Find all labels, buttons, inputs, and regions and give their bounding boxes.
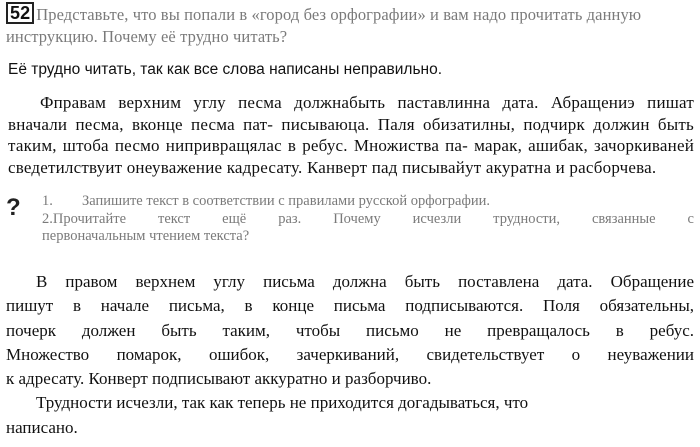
exercise-number: 52 [6, 2, 34, 24]
misspelled-instruction-text: Фправам верхним углу песма должнабыть паставлинна дата. Абращениэ пишат вначали песма, вконце песма пат- писываюца. Паля обизатилны, подчирк должин быть таким, штоба песмо нипривращялас в ребус. Множиства па- марак, ашибак, зачоркиваней сведетилствуит онеуважение кадресату. Канверт пад писывайут акуратна и расборчева. [8, 93, 694, 177]
corrected-line-3: почерк должен быть таким, чтобы письмо не превращалось в ребус. [6, 320, 694, 340]
answer-why-hard: Её трудно читать, так как все слова написаны неправильно. [8, 61, 442, 78]
question-1-text: Запишите текст в соответствии с правилами русской орфографии. [82, 193, 491, 209]
corrected-line-7: написано. [6, 417, 78, 437]
question-2-line1: 2.Прочитайте текст ещё раз. Почему исчезли трудности, связанные с [42, 210, 694, 227]
corrected-line-1: В правом верхнем углу письма должна быть поставлена дата. Обращение [36, 272, 694, 291]
exercise-header [6, 2, 694, 48]
questions-block [6, 193, 694, 246]
exercise-task-line2: инструкцию. Почему её трудно читать? [6, 27, 288, 46]
corrected-text [6, 270, 694, 440]
corrected-line-4: Множество помарок, ошибок, зачеркиваний, свидетельствует о неуважении [6, 344, 694, 364]
question-1 [42, 193, 694, 211]
corrected-line-5: к адресату. Конверт подписывают аккуратно и разборчиво. [6, 369, 432, 389]
question-mark-icon: ? [6, 194, 21, 221]
corrected-line-6: Трудности исчезли, так как теперь не приходится догадываться, что [36, 393, 529, 413]
question-1-number: 1. [42, 193, 53, 209]
question-list [42, 193, 694, 246]
corrected-line-2: пишут в начале письма, в конце письма подписываются. Поля обязательны, [6, 296, 694, 316]
exercise-task-line1: Представьте, что вы попали в «город без орфографии» и вам надо прочитать данную [36, 5, 642, 24]
question-2-line2: первоначальным чтением текста? [42, 228, 250, 244]
